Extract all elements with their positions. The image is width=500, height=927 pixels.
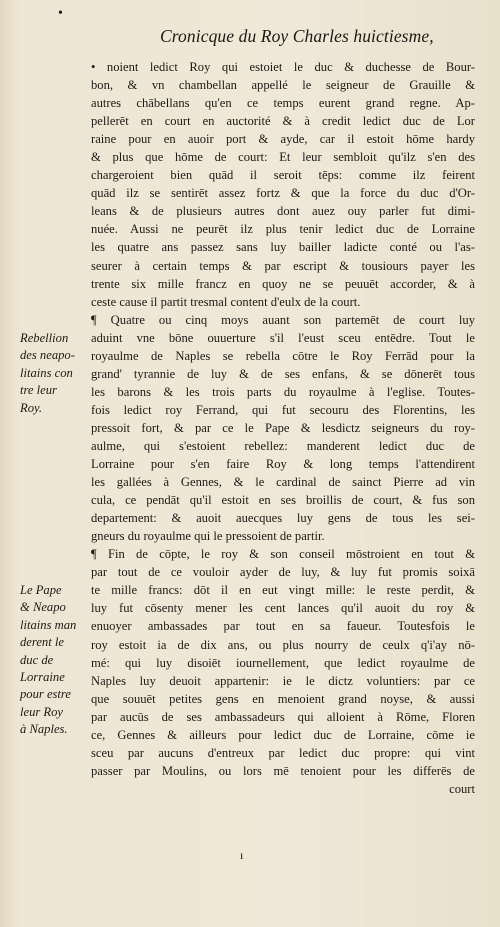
text-line: royaulme de Naples se rebella cōtre le Roy Ferrād pour la <box>91 348 475 363</box>
text-line: ce, Gennes & ailleurs pour ledict duc de Lorraine, cōme ie <box>91 727 475 742</box>
text-line: les gallées à Gennes, & le cardinal de sainct Pierre ad vin <box>91 475 475 490</box>
text-line: Naples luy deuoit appartenir: ie le dictz voluntiers: par ce <box>91 673 475 688</box>
text-line: aduint vne bōne ouuerture s'il l'eust sceu entēdre. Tout le <box>91 330 475 345</box>
footer-mark: ı <box>240 848 244 862</box>
margin-note-line: Lorraine <box>20 670 65 685</box>
text-line: ¶ Quatre ou cinq moys auant son partemēt de court luy <box>91 312 475 327</box>
text-line: te mille francs: dōt il en eut vingt mille: le reste perdit, & <box>91 583 475 598</box>
text-line: Lorraine pour s'en faire Roy & long temps l'attendirent <box>91 457 475 472</box>
text-line: enuoyer ambassades par tout en sa faueur. Toutesfois le <box>91 619 475 634</box>
text-line: mé: qui luy disoiēt iournellement, que ledict royaulme de <box>91 655 475 670</box>
text-line: court <box>449 781 475 796</box>
text-line: passer par Moulins, ou lors mē tenoient pour les differēs de <box>91 763 475 778</box>
text-line: fois ledict roy Ferrand, qui fut secouru des Florentins, les <box>91 402 475 417</box>
margin-note-line: & Neapo <box>20 600 66 615</box>
text-line: aulme, qui s'estoient rebellez: manderent ledict duc de <box>91 438 475 453</box>
text-line: ¶ Fin de cōpte, le roy & son conseil mōstroient en tout & <box>91 547 475 562</box>
text-line: bon, & vn chambellan appellé le seigneur de Grauille & <box>91 78 475 93</box>
text-line: que souuēt petites gens en menoient grand noyse, & aussi <box>91 691 475 706</box>
text-line: & plus que hōme de court: Et leur sembloit qu'ilz s'en des <box>91 150 475 165</box>
text-line: chargeroient bien quād il seroit tēps: comme ilz feirent <box>91 168 475 183</box>
text-line: grand' tyrannie de luy & de ses enfans, & se dōnerēt tous <box>91 366 475 381</box>
text-line: gneurs du royaulme qui le pressoient de partir. <box>91 529 325 544</box>
text-line: leans & de plusieurs autres dont auez ouy parler fut dimi- <box>91 204 475 219</box>
text-line: raine pour en auoir port & ayde, car il estoit hōme hardy <box>91 132 475 147</box>
body-text <box>91 58 475 798</box>
text-line: les quatre ans passez sans luy bailler ladicte conté ou l'as- <box>91 240 475 255</box>
text-line: • noient ledict Roy qui estoiet le duc & duchesse de Bour- <box>91 60 475 74</box>
margin-note-line: des neapo- <box>20 348 75 363</box>
text-line: roy estoit ia de dix ans, ou plus nourry de ceulx q'i'ay nō- <box>91 637 475 652</box>
text-line: luy fut cōsenty mener les cent lances qu'il auoit du roy & <box>91 601 475 616</box>
text-line: pressoit fort, & par ce le Pape & lesdictz seigneurs du roy- <box>91 420 475 435</box>
text-line: par tout de ce vouloir ayder de luy, & luy fut promis soixā <box>91 565 475 580</box>
margin-note-line: Roy. <box>20 400 43 415</box>
text-line: autres chābellans qu'en ce temps eurent grand regne. Ap- <box>91 96 475 111</box>
running-header: Cronicque du Roy Charles huictiesme, <box>160 26 434 46</box>
text-line: sceu par aucuns d'entreux par ledict duc propre: qui vint <box>91 745 475 760</box>
margin-note-line: leur Roy <box>20 704 64 719</box>
corner-mark: • <box>58 6 63 21</box>
margin-note-line: Rebellion <box>20 331 69 345</box>
text-line: cula, ce pendāt qu'il estoit en ses broillis de court, & fus son <box>91 493 475 508</box>
margin-note-line: à Naples. <box>20 722 68 737</box>
text-line: quād ilz se sentirēt assez fortz & que la force du duc d'Or- <box>91 186 475 201</box>
text-line: seurer à certain temps & par escript & tousiours payer les <box>91 258 475 273</box>
text-line: les barons & les trois parts du royaulme à l'eglise. Toutes- <box>91 384 475 399</box>
margin-note-line: derent le <box>20 635 64 650</box>
margin-note-line: Le Pape <box>20 583 62 597</box>
text-line: departement: & auoit auecques luy gens de tous les sei- <box>91 511 475 526</box>
margin-note-line: duc de <box>20 652 54 667</box>
text-line: nuée. Aussi ne peurēt ilz plus tenir ledict duc de Lorraine <box>91 222 475 237</box>
text-line: pellerēt en court en auctorité & à credit ledict duc de Lor <box>91 114 475 129</box>
text-line: ceste cause il partit tresmal content d'eulx de la court. <box>91 294 361 309</box>
text-line: par aucūs de ses ambassadeurs qui alloient à Rōme, Floren <box>91 709 475 724</box>
margin-note-rebellion <box>20 330 90 417</box>
margin-note-pape <box>20 582 90 739</box>
margin-note-line: pour estre <box>20 687 71 702</box>
margin-note-line: tre leur <box>20 383 57 398</box>
margin-note-line: litains con <box>20 365 73 380</box>
margin-note-line: litains man <box>20 617 77 632</box>
text-line: trente six mille francz en quoy ne se peuuēt accorder, & à <box>91 276 475 291</box>
